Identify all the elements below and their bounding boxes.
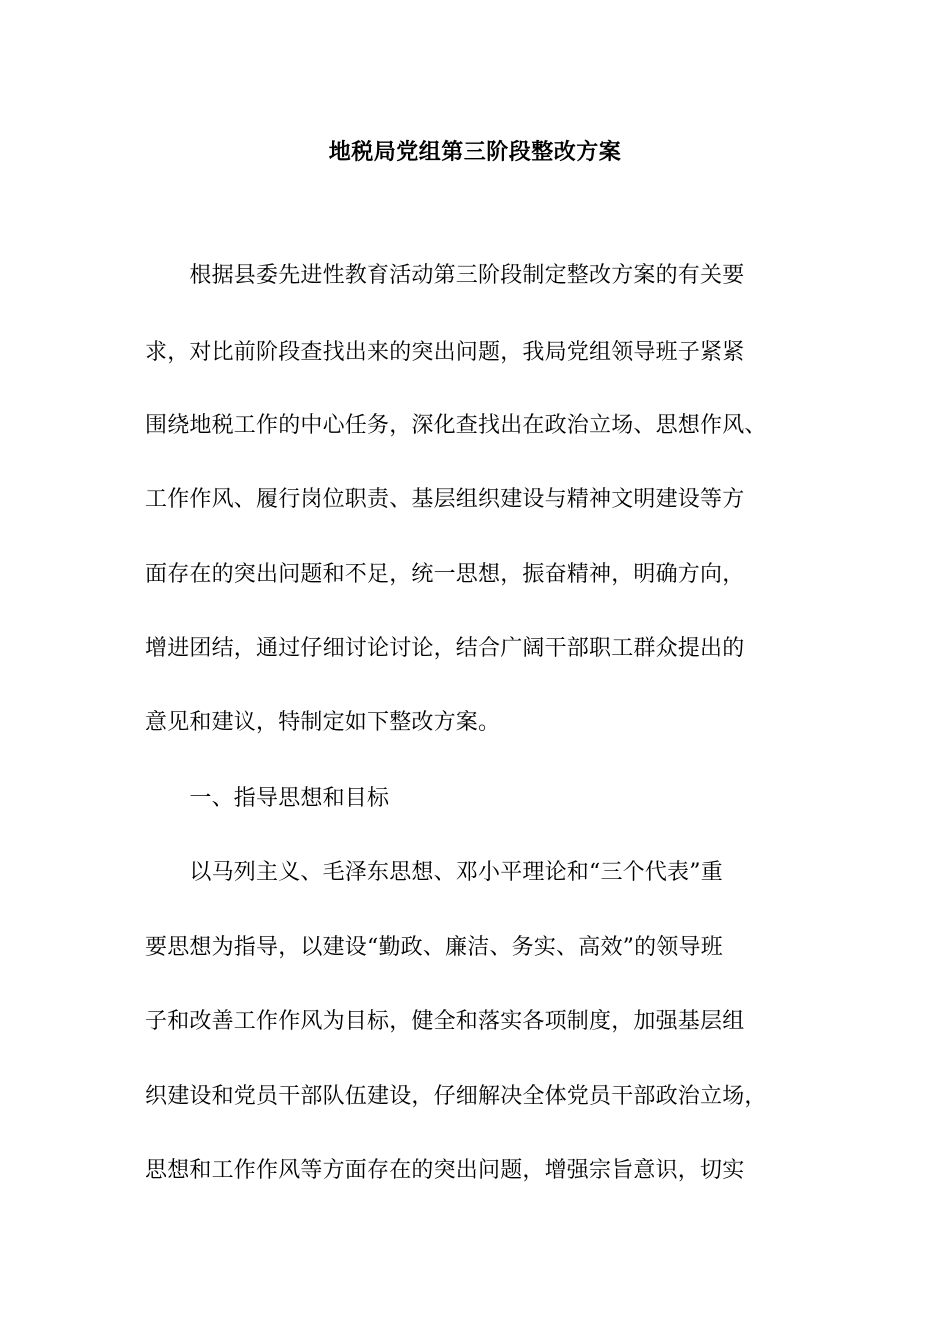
section-heading: 一、指导思想和目标	[145, 786, 390, 811]
body-line: 工作作风、履行岗位职责、基层组织建设与精神文明建设等方	[145, 487, 745, 512]
body-line: 思想和工作作风等方面存在的突出问题，增强宗旨意识，切实	[145, 1158, 745, 1183]
body-line: 子和改善工作作风为目标，健全和落实各项制度，加强基层组	[145, 1009, 745, 1034]
body-line: 织建设和党员干部队伍建设，仔细解决全体党员干部政治立场，	[145, 1084, 767, 1109]
body-line: 意见和建议，特制定如下整改方案。	[145, 710, 501, 735]
body-line: 增进团结，通过仔细讨论讨论，结合广阔干部职工群众提出的	[145, 636, 745, 661]
body-line: 根据县委先进性教育活动第三阶段制定整改方案的有关要	[145, 263, 745, 288]
body-line: 面存在的突出问题和不足，统一思想，振奋精神，明确方向，	[145, 562, 745, 587]
body-line: 求，对比前阶段查找出来的突出问题，我局党组领导班子紧紧	[145, 340, 745, 365]
body-line: 以马列主义、毛泽东思想、邓小平理论和“三个代表”重	[145, 860, 723, 885]
body-line: 围绕地税工作的中心任务，深化查找出在政治立场、思想作风、	[145, 413, 767, 438]
document-title: 地税局党组第三阶段整改方案	[328, 139, 622, 165]
body-line: 要思想为指导，以建设“勤政、廉洁、务实、高效”的领导班	[145, 935, 723, 960]
